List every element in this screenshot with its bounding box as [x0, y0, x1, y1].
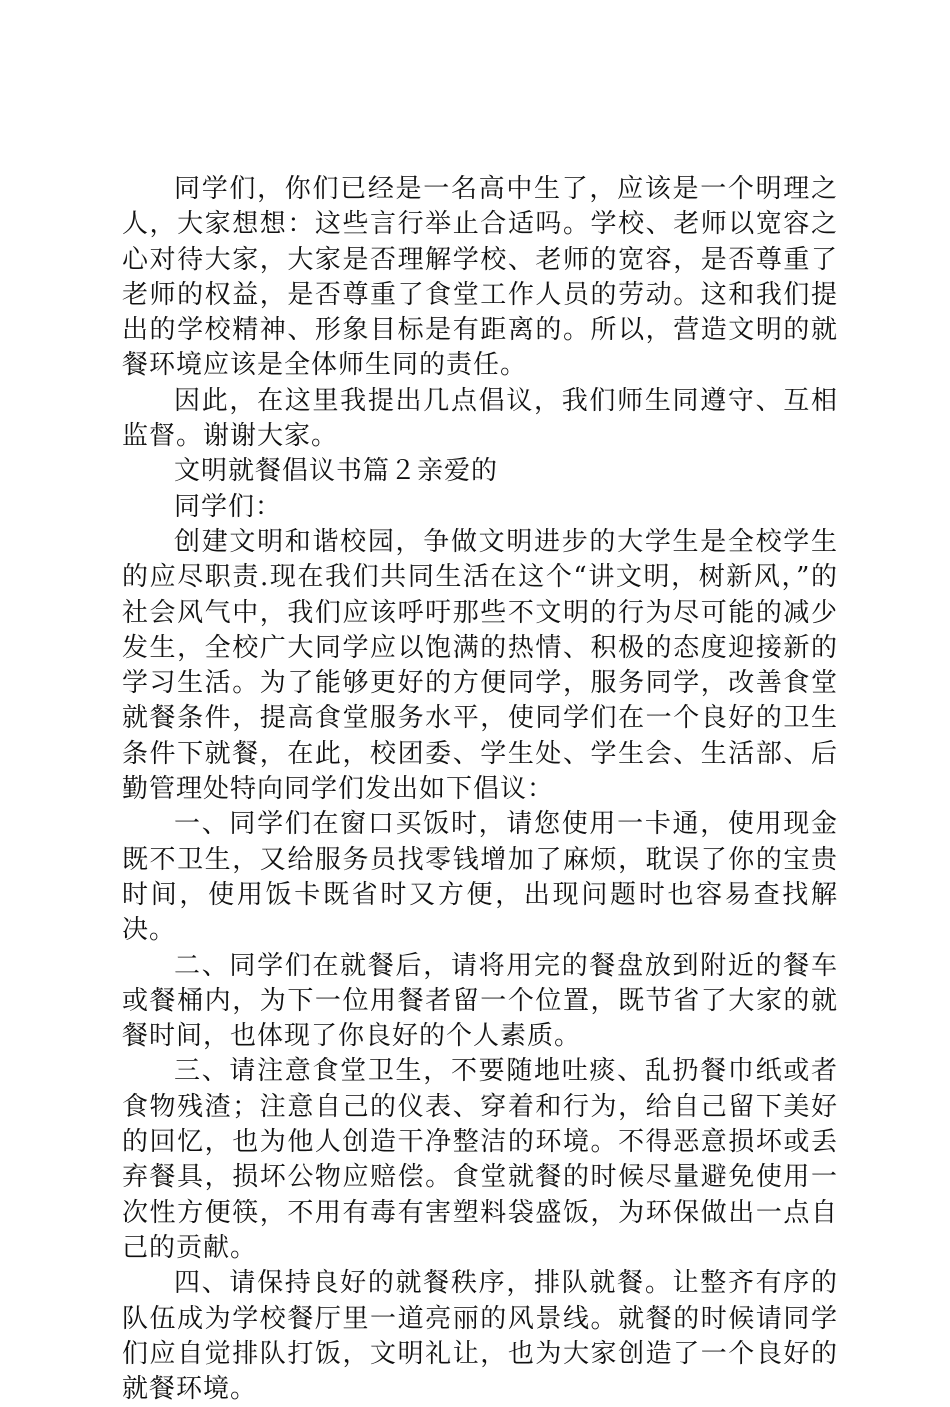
paragraph-intro: 创建文明和谐校园，争做文明进步的大学生是全校学生的应尽职责.现在我们共同生活在这个“讲文明，树新风，”的社会风气中，我们应该呼吁那些不文明的行为尽可能的减少发生，全校广大同学应以饱满的热情、积极的态度迎接新的学习生活。为了能够更好的方便同学，服务同学，改善食堂就餐条件，提高食堂服务水平，使同学们在一个良好的卫生条件下就餐，在此，校团委、学生处、学生会、生活部、后勤管理处特向同学们发出如下倡议：: [122, 526, 838, 805]
section-heading: 文明就餐倡议书篇２亲爱的: [174, 456, 499, 487]
paragraph-item-3: 三、请注意食堂卫生，不要随地吐痰、乱扔餐巾纸或者食物残渣；注意自己的仪表、穿着和行为，给自己留下美好的回忆，也为他人创造干净整洁的环境。不得恶意损坏或丢弃餐具，损坏公物应赔偿。食堂就餐的时候尽量避免使用一次性方便筷，不用有毒有害塑料袋盛饭，为环保做出一点自己的贡献。: [122, 1056, 838, 1263]
paragraph-item-4: 四、请保持良好的就餐秩序，排队就餐。让整齐有序的队伍成为学校餐厅里一道亮丽的风景线。就餐的时候请同学们应自觉排队打饭，文明礼让，也为大家创造了一个良好的就餐环境。: [122, 1268, 838, 1405]
paragraph-respect: 同学们，你们已经是一名高中生了，应该是一个明理之人，大家想想：这些言行举止合适吗。学校、老师以宽容之心对待大家，大家是否理解学校、老师的宽容，是否尊重了老师的权益，是否尊重了食堂工作人员的劳动。这和我们提出的学校精神、形象目标是有距离的。所以，营造文明的就餐环境应该是全体师生同的责任。: [122, 174, 838, 381]
document-body: [122, 172, 838, 1407]
paragraph-item-1: 一、同学们在窗口买饭时，请您使用一卡通，使用现金既不卫生，又给服务员找零钱增加了麻烦，耽误了你的宝贵时间，使用饭卡既省时又方便，出现问题时也容易查找解决。: [122, 809, 838, 946]
paragraph-proposal: 因此，在这里我提出几点倡议，我们师生同遵守、互相监督。谢谢大家。: [122, 385, 838, 452]
paragraph-item-2: 二、同学们在就餐后，请将用完的餐盘放到附近的餐车或餐桶内，为下一位用餐者留一个位置，既节省了大家的就餐时间，也体现了你良好的个人素质。: [122, 950, 838, 1052]
salutation: 同学们：: [174, 491, 283, 522]
